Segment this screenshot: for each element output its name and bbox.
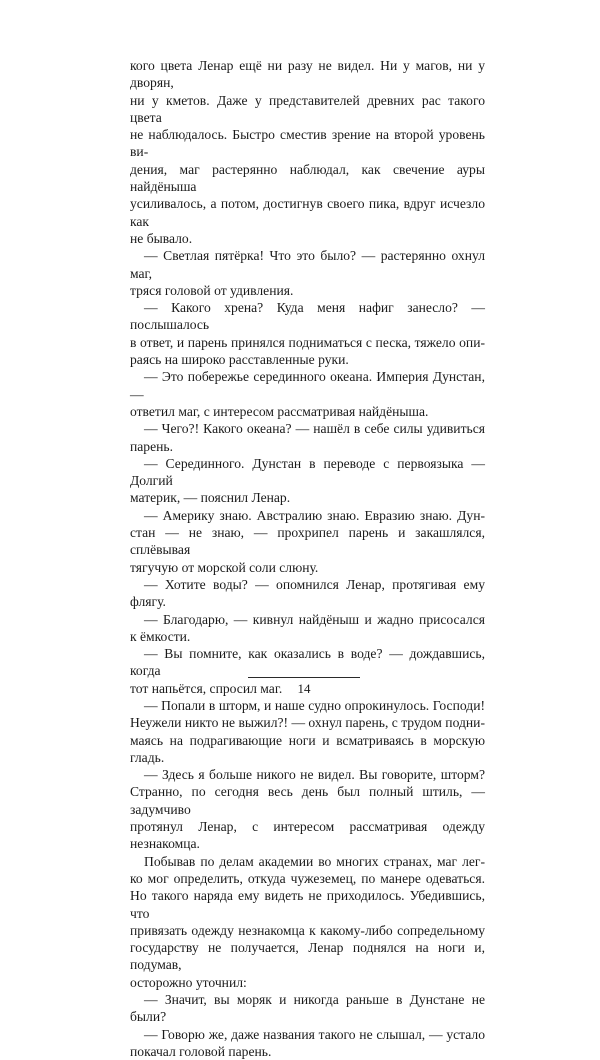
text-line: — Это побережье серединного океана. Империя Дунстан, — [130, 369, 485, 402]
text-line: — Какого хрена? Куда меня нафиг занесло? — послышалось [130, 300, 485, 333]
text-line: кого цвета Ленар ещё ни разу не видел. Ни у магов, ни у дворян, [130, 58, 485, 91]
text-line: Но такого наряда ему видеть не приходилось. Убедившись, что [130, 888, 485, 921]
body-text [130, 57, 485, 1060]
text-line: Неужели никто не выжил?! — охнул парень, с трудом подни- [130, 715, 485, 731]
text-line: стан — не знаю, — прохрипел парень и закашлялся, сплёвывая [130, 525, 485, 558]
text-line: — Хотите воды? — опомнился Ленар, протягивая ему флягу. [130, 576, 485, 610]
text-line: — Говорю же, даже названия такого не слышал, — устало [144, 1026, 485, 1042]
text-line: осторожно уточнил: [130, 974, 247, 990]
text-line: материк, — пояснил Ленар. [130, 490, 291, 506]
text-line: Побывав по делам академии во многих странах, маг лег- [144, 853, 485, 869]
text-line: маясь на подрагивающие ноги и всматриваясь в морскую гладь. [130, 732, 485, 765]
text-line: — Попали в шторм, и наше судно опрокинулось. Господи! [144, 697, 485, 713]
text-line: усиливалось, а потом, достигнув своего пика, вдруг исчезло как [130, 196, 485, 229]
text-line: в ответ, и парень принялся подниматься с песка, тяжело опи- [130, 334, 485, 350]
page-number: 14 [297, 681, 311, 696]
text-line: — Благодарю, — кивнул найдёныш и жадно присосался [144, 611, 485, 627]
text-line: не бывало. [130, 230, 193, 246]
text-line: Странно, по сегодня весь день был полный штиль, — задумчиво [130, 784, 485, 817]
text-line: — Чего?! Какого океана? — нашёл в себе силы удивиться [144, 421, 485, 437]
text-line: — Серединного. Дунстан в переводе с первоязыка — Долгий [130, 455, 485, 489]
text-line: ни у кметов. Даже у представителей древних рас такого цвета [130, 92, 485, 125]
text-line: — Светлая пятёрка! Что это было? — растерянно охнул маг, [130, 248, 485, 281]
text-line: привязать одежду незнакомца к какому-либо сопредельному [130, 922, 485, 938]
text-line: тряся головой от удивления. [130, 282, 294, 298]
text-line: ответил маг, с интересом рассматривая найдёныша. [130, 403, 429, 419]
text-line: — Значит, вы моряк и никогда раньше в Дунстане не были? [130, 992, 485, 1025]
text-line: парень. [130, 438, 174, 454]
text-line: тягучую от морской соли слюну. [130, 559, 319, 575]
footer-rule [248, 677, 360, 678]
text-line: ко мог определить, откуда чужеземец, по манере одеваться. [130, 870, 485, 886]
text-line: — Америку знаю. Австралию знаю. Евразию знаю. Дун- [144, 507, 485, 523]
text-line: протянул Ленар, с интересом рассматривая одежду незнакомца. [130, 819, 485, 852]
text-line: не наблюдалось. Быстро сместив зрение на второй уровень ви- [130, 127, 485, 160]
text-line: к ёмкости. [130, 628, 191, 644]
text-line: государству не получается, Ленар поднялся на ноги и, подумав, [130, 940, 485, 973]
text-line: дения, маг растерянно наблюдал, как свечение ауры найдёныша [130, 161, 485, 195]
text-line: раясь на широко расставленные руки. [130, 352, 349, 368]
text-line: тот напьётся, спросил маг. [130, 680, 283, 696]
text-line: — Здесь я больше никого не видел. Вы говорите, шторм? [144, 767, 485, 783]
text-line: — Вы помните, как оказались в воде? — дождавшись, когда [130, 646, 485, 679]
text-line: покачал головой парень. [130, 1043, 272, 1059]
